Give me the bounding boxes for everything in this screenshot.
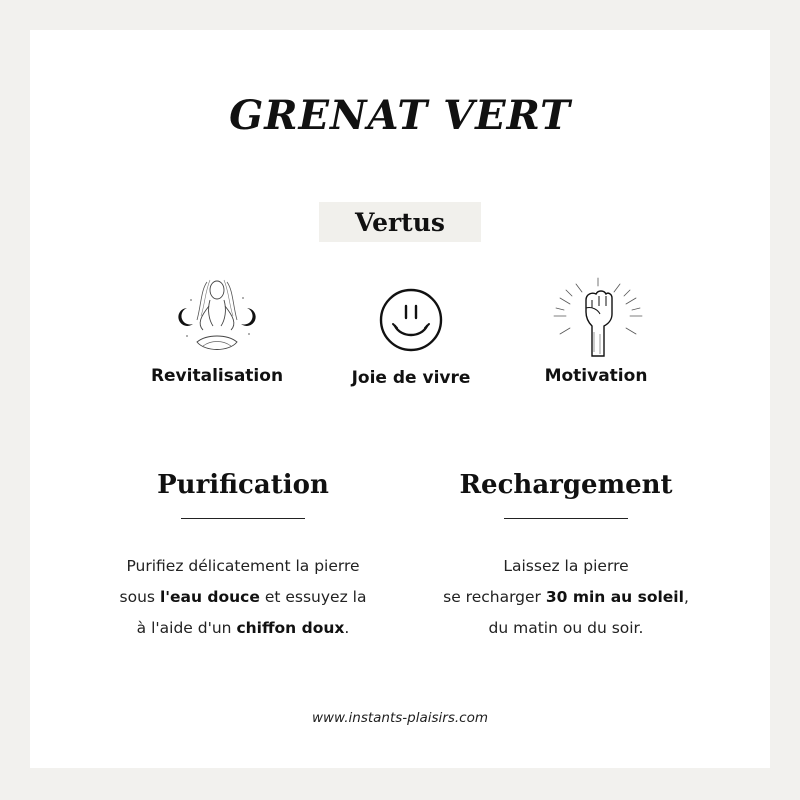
vertus-heading bbox=[319, 202, 481, 242]
text-line: à l'aide d'un chiffon doux. bbox=[136, 619, 350, 637]
card bbox=[30, 30, 770, 768]
text-line: sous l'eau douce et essuyez la bbox=[119, 588, 367, 606]
purification-section bbox=[93, 470, 393, 644]
bold-text: 30 min au soleil bbox=[545, 588, 684, 606]
vertus-label: Vertus bbox=[355, 207, 445, 237]
meditating-woman-moons-icon bbox=[167, 276, 267, 362]
website-url: www.instants-plaisirs.com bbox=[311, 710, 489, 726]
text-line: du matin ou du soir. bbox=[488, 619, 644, 637]
rechargement-text bbox=[416, 551, 716, 644]
raised-fist-icon bbox=[546, 276, 646, 362]
virtue-revitalisation bbox=[117, 276, 317, 386]
text-line: se recharger 30 min au soleil, bbox=[443, 588, 689, 606]
virtue-label: Revitalisation bbox=[150, 366, 284, 386]
divider bbox=[504, 518, 628, 519]
purification-title: Purification bbox=[157, 470, 329, 500]
page-title: GRENAT VERT bbox=[229, 92, 571, 139]
virtue-label: Motivation bbox=[544, 366, 648, 386]
purification-text bbox=[93, 551, 393, 644]
text-line: Laissez la pierre bbox=[503, 557, 629, 575]
virtue-label: Joie de vivre bbox=[351, 368, 471, 388]
rechargement-title: Rechargement bbox=[459, 470, 673, 500]
rechargement-section bbox=[416, 470, 716, 644]
virtue-motivation bbox=[496, 276, 696, 386]
smiley-face-icon bbox=[361, 276, 461, 362]
bold-text: chiffon doux bbox=[236, 619, 345, 637]
text-line: Purifiez délicatement la pierre bbox=[126, 557, 360, 575]
bold-text: l'eau douce bbox=[159, 588, 260, 606]
virtue-joie-de-vivre bbox=[311, 276, 511, 388]
divider bbox=[181, 518, 305, 519]
